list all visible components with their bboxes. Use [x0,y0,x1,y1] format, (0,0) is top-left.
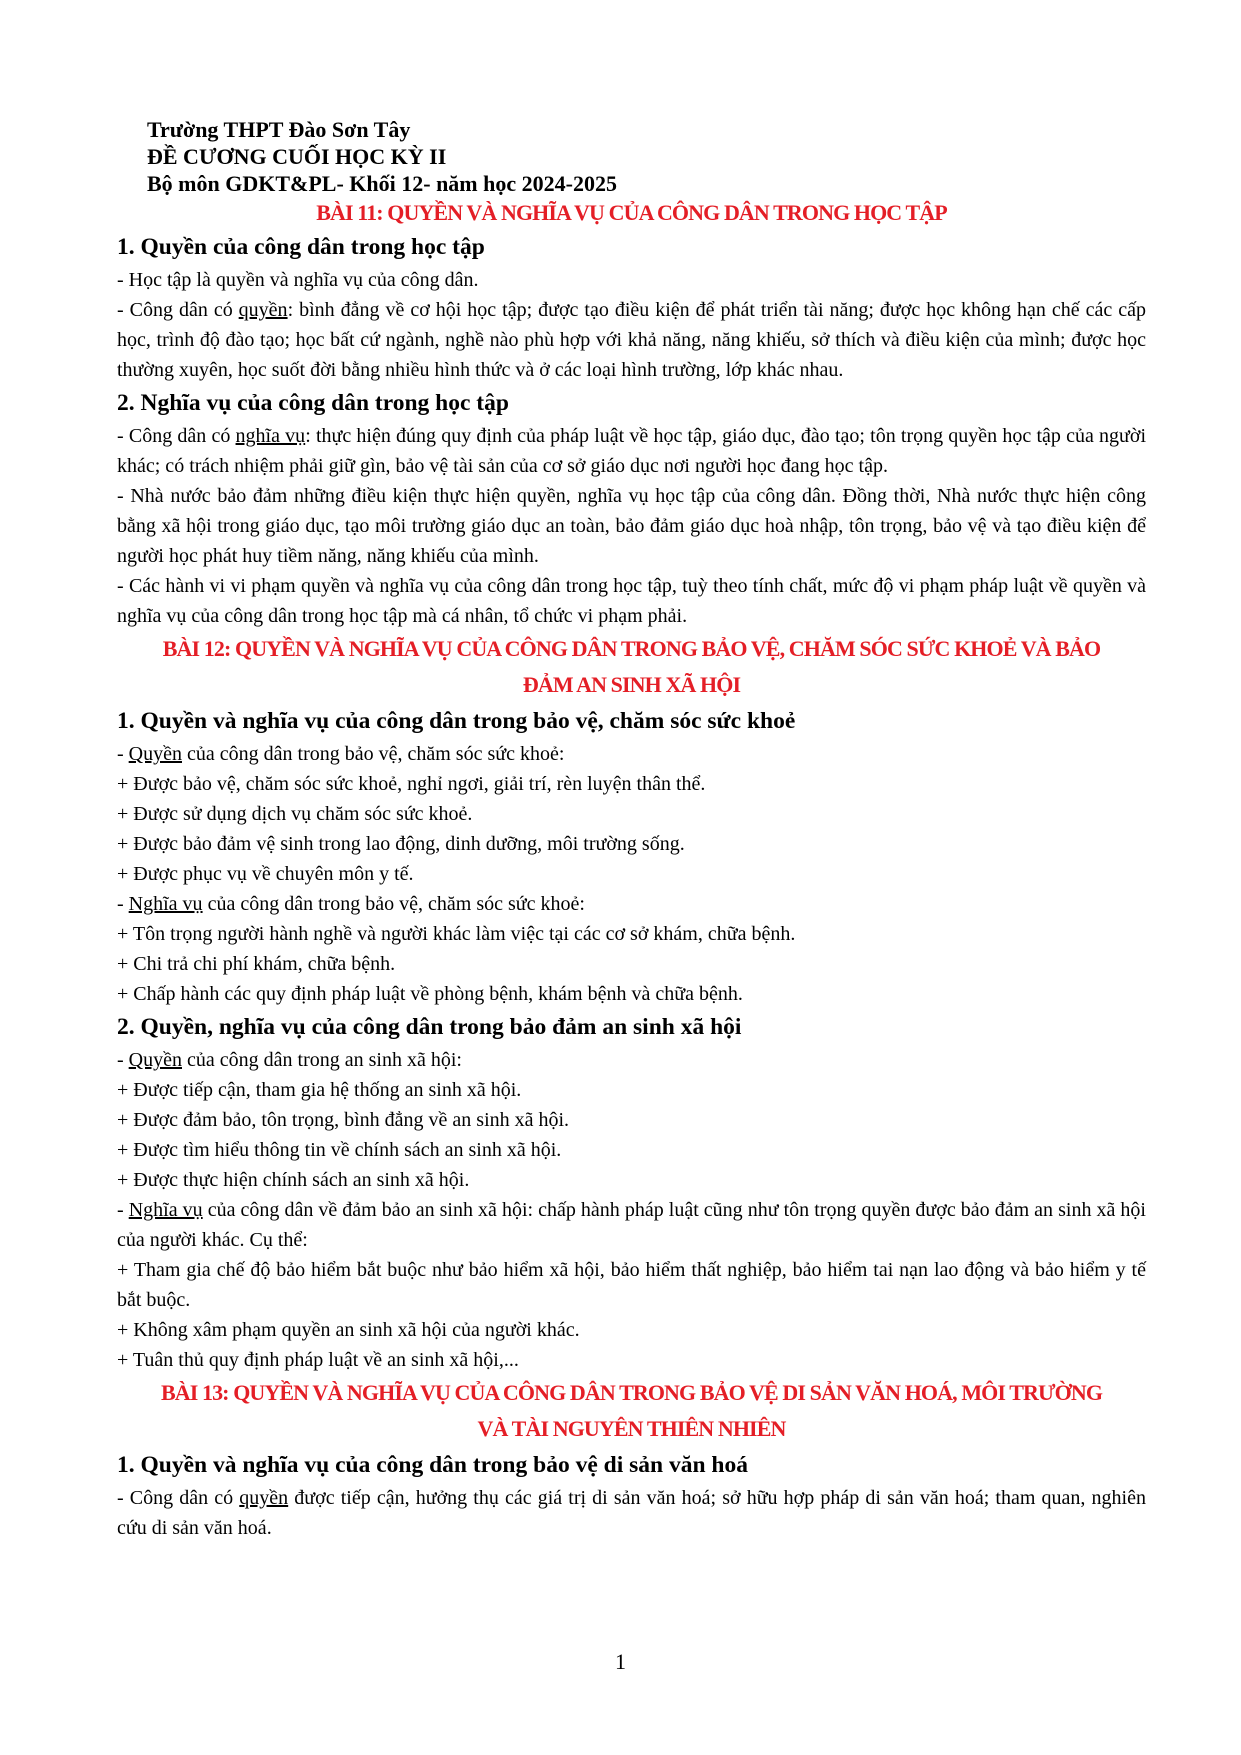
underlined-term: Quyền [128,1049,182,1071]
paragraph [117,421,1146,481]
paragraph: - Quyền của công dân trong an sinh xã hội: [117,1049,462,1071]
document-page [117,116,1146,1543]
text-run: : thực hiện đúng quy định của pháp luật về học tập, giáo dục, đào tạo; tôn trọng quyền học tập của người khác; có trách nhiệm phải giữ gìn, bảo vệ tài sản của cơ sở giáo dục nơi người học đang học tập. [117,425,1146,477]
lesson-11-title: BÀI 11: QUYỀN VÀ NGHĨA VỤ CỦA CÔNG DÂN TRONG HỌC TẬP [316,200,947,225]
paragraph: - Quyền của công dân trong bảo vệ, chăm sóc sức khoẻ: [117,743,565,765]
underlined-term: quyền [238,299,288,321]
list-item: + Được sử dụng dịch vụ chăm sóc sức khoẻ. [117,803,473,825]
list-item: + Được đảm bảo, tôn trọng, bình đẳng về an sinh xã hội. [117,1109,570,1131]
text-run: của công dân trong bảo vệ, chăm sóc sức khoẻ: [202,893,585,915]
underlined-term: Quyền [128,743,182,765]
section-heading: 2. Quyền, nghĩa vụ của công dân trong bảo đảm an sinh xã hội [117,1014,742,1040]
list-item: + Được thực hiện chính sách an sinh xã hội. [117,1169,470,1191]
paragraph [117,295,1146,385]
text-run: được tiếp cận, hưởng thụ các giá trị di sản văn hoá; sở hữu hợp pháp di sản văn hoá; tham quan, nghiên cứu di sản văn hoá. [117,1487,1146,1539]
paragraph: - Nhà nước bảo đảm những điều kiện thực hiện quyền, nghĩa vụ học tập của công dân. Đồng thời, Nhà nước thực hiện công bằng xã hội trong giáo dục, tạo môi trường giáo dục an toàn, bảo đảm giáo dục hoà nhập, tôn trọng, bảo vệ và tạo điều kiện để người học phát huy tiềm năng, năng khiếu của mình. [117,485,1146,567]
text-run: - Công dân có [117,299,239,321]
list-item: + Chi trả chi phí khám, chữa bệnh. [117,953,396,975]
paragraph: - Nghĩa vụ của công dân trong bảo vệ, chăm sóc sức khoẻ: [117,893,585,915]
list-item: + Tôn trọng người hành nghề và người khác làm việc tại các cơ sở khám, chữa bệnh. [117,923,796,945]
paragraph: - Các hành vi vi phạm quyền và nghĩa vụ của công dân trong học tập, tuỳ theo tính chất, mức độ vi phạm pháp luật về quyền và nghĩa vụ của công dân trong học tập mà cá nhân, tổ chức vi phạm phải. [117,575,1146,627]
page-number: 1 [615,1649,626,1674]
text-run: của công dân trong an sinh xã hội: [182,1049,462,1071]
text-run: - Công dân có [117,425,236,447]
list-item: + Được tìm hiểu thông tin về chính sách an sinh xã hội. [117,1139,562,1161]
list-item: + Được tiếp cận, tham gia hệ thống an sinh xã hội. [117,1079,522,1101]
list-item: + Được bảo đảm vệ sinh trong lao động, dinh dưỡng, môi trường sống. [117,833,685,855]
list-item: + Tuân thủ quy định pháp luật về an sinh xã hội,... [117,1349,519,1371]
subject-line: Bộ môn GDKT&PL- Khối 12- năm học 2024-2025 [147,171,617,196]
section-heading: 2. Nghĩa vụ của công dân trong học tập [117,390,509,416]
school-name: Trường THPT Đào Sơn Tây [147,117,411,142]
text-run: của công dân trong bảo vệ, chăm sóc sức khoẻ: [182,743,565,765]
list-item: + Được bảo vệ, chăm sóc sức khoẻ, nghỉ ngơi, giải trí, rèn luyện thân thể. [117,773,706,795]
section-heading: 1. Quyền và nghĩa vụ của công dân trong bảo vệ di sản văn hoá [117,1452,748,1478]
list-item: + Chấp hành các quy định pháp luật về phòng bệnh, khám bệnh và chữa bệnh. [117,983,743,1005]
list-item: + Không xâm phạm quyền an sinh xã hội của người khác. [117,1319,580,1341]
section-heading: 1. Quyền và nghĩa vụ của công dân trong bảo vệ, chăm sóc sức khoẻ [117,708,796,734]
list-item: + Được phục vụ về chuyên môn y tế. [117,863,414,885]
text-run: : bình đẳng về cơ hội học tập; được tạo điều kiện để phát triển tài năng; được học không hạn chế các cấp học, trình độ đào tạo; học bất cứ ngành, nghề nào phù hợp với khả năng, năng khiếu, sở thích và điều kiện của mình; được học thường xuyên, học suốt đời bằng nhiều hình thức và ở các loại hình trường, lớp khác nhau. [117,299,1146,381]
underlined-term: nghĩa vụ [235,425,306,447]
underlined-term: Nghĩa vụ [128,893,203,915]
section-heading: 1. Quyền của công dân trong học tập [117,234,485,260]
document-title: ĐỀ CƯƠNG CUỐI HỌC KỲ II [147,144,447,169]
lesson-12-title-cont: ĐẢM AN SINH XÃ HỘI [522,672,741,697]
lesson-13-title: BÀI 13: QUYỀN VÀ NGHĨA VỤ CỦA CÔNG DÂN TRONG BẢO VỆ DI SẢN VĂN HOÁ, MÔI TRƯỜNG [160,1380,1103,1405]
paragraph [117,1483,1146,1543]
text-run: - Công dân có [117,1487,240,1509]
paragraph: - Nghĩa vụ của công dân về đảm bảo an sinh xã hội: chấp hành pháp luật cũng như tôn trọng quyền được bảo đảm an sinh xã hội của người khác. Cụ thể: [117,1199,1146,1251]
paragraph: - Học tập là quyền và nghĩa vụ của công dân. [117,269,479,291]
list-item: + Tham gia chế độ bảo hiểm bắt buộc như bảo hiểm xã hội, bảo hiểm thất nghiệp, bảo hiểm tai nạn lao động và bảo hiểm y tế bắt buộc. [117,1259,1146,1311]
lesson-12-title: BÀI 12: QUYỀN VÀ NGHĨA VỤ CỦA CÔNG DÂN TRONG BẢO VỆ, CHĂM SÓC SỨC KHOẺ VÀ BẢO [162,636,1101,661]
underlined-term: quyền [239,1487,289,1509]
text-run: của công dân về đảm bảo an sinh xã hội: chấp hành pháp luật cũng như tôn trọng quyền được bảo đảm an sinh xã hội của người khác. Cụ thể: [117,1199,1146,1251]
underlined-term: Nghĩa vụ [128,1199,203,1221]
lesson-13-title-cont: VÀ TÀI NGUYÊN THIÊN NHIÊN [477,1416,786,1441]
